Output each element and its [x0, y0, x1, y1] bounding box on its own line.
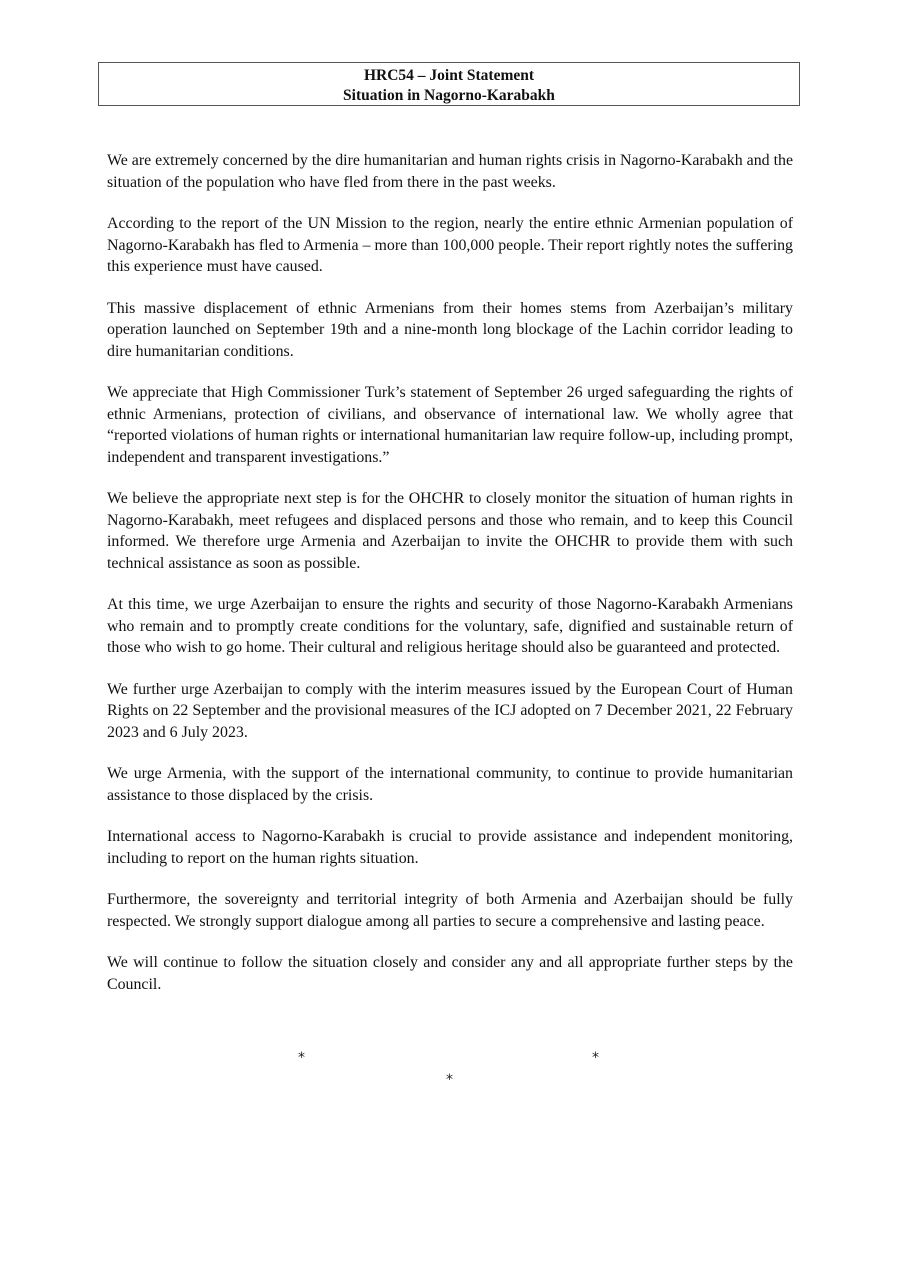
paragraph: Furthermore, the sovereignty and territorial integrity of both Armenia and Azerbaijan should be fully respected. We strongly support dialogue among all parties to secure a comprehensive and lasting peace. — [107, 891, 793, 930]
paragraph: International access to Nagorno-Karabakh is crucial to provide assistance and independent monitoring, including to report on the human rights situation. — [107, 828, 793, 867]
document-subtitle: Situation in Nagorno-Karabakh — [343, 87, 555, 104]
title-box — [98, 62, 800, 106]
paragraph: We will continue to follow the situation closely and consider any and all appropriate further steps by the Council. — [107, 954, 793, 993]
paragraph: At this time, we urge Azerbaijan to ensure the rights and security of those Nagorno-Karabakh Armenians who remain and to promptly create conditions for the voluntary, safe, dignified and sustainable return of those who wish to go home. Their cultural and religious heritage should also be guaranteed and protected. — [107, 596, 793, 656]
statement-body — [107, 150, 793, 1015]
document-title: HRC54 – Joint Statement — [363, 67, 535, 84]
paragraph: We appreciate that High Commissioner Turk’s statement of September 26 urged safeguarding the rights of ethnic Armenians, protection of civilians, and observance of international law. We wholly agree that “reported violations of human rights or international humanitarian law require follow-up, including prompt, independent and transparent investigations.” — [107, 384, 793, 466]
paragraph: We are extremely concerned by the dire humanitarian and human rights crisis in Nagorno-Karabakh and the situation of the population who have fled from there in the past weeks. — [107, 152, 793, 191]
separator-star: * — [446, 1072, 453, 1088]
separator-star: * — [298, 1050, 305, 1066]
paragraph: We believe the appropriate next step is for the OHCHR to closely monitor the situation of human rights in Nagorno-Karabakh, meet refugees and displaced persons and those who remain, and to keep this Council informed. We therefore urge Armenia and Azerbaijan to invite the OHCHR to provide them with such technical assistance as soon as possible. — [107, 490, 793, 572]
paragraph: According to the report of the UN Mission to the region, nearly the entire ethnic Armenian population of Nagorno-Karabakh has fled to Armenia – more than 100,000 people. Their report rightly notes the suffering this experience must have caused. — [107, 215, 793, 275]
separator-star: * — [592, 1050, 599, 1066]
paragraph: We urge Armenia, with the support of the international community, to continue to provide humanitarian assistance to those displaced by the crisis. — [107, 765, 793, 804]
paragraph: This massive displacement of ethnic Armenians from their homes stems from Azerbaijan’s military operation launched on September 19th and a nine-month long blockage of the Lachin corridor leading to dire humanitarian conditions. — [107, 299, 793, 360]
paragraph: We further urge Azerbaijan to comply with the interim measures issued by the European Court of Human Rights on 22 September and the provisional measures of the ICJ adopted on 7 December 2021, 22 February 2023 and 6 July 2023. — [107, 680, 793, 741]
end-separator — [0, 1045, 900, 1095]
